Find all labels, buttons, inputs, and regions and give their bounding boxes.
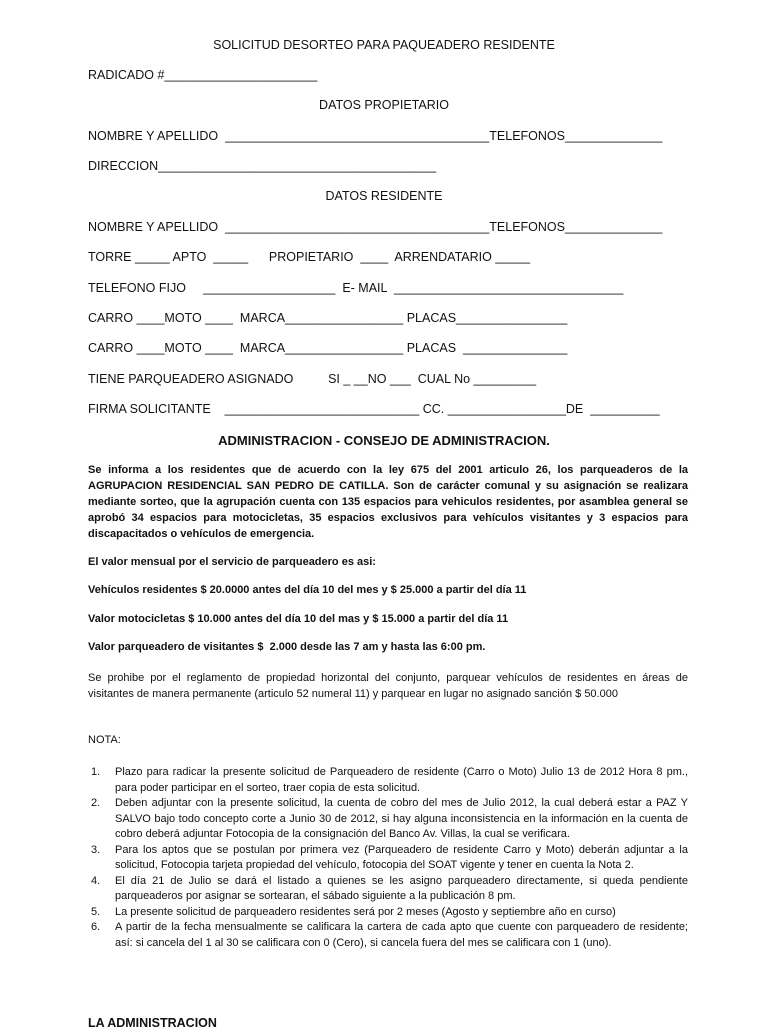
note-text: Para los aptos que se postulan por primera vez (Parqueadero de residente Carro y Moto) deberán adjuntar a la solicitud, Fotocopia tarjeta propiedad del vehículo, fotocopia del SOAT vigente y tener en cuenta la Nota 2. (115, 843, 688, 871)
phone-email-field: TELEFONO FIJO ___________________ E- MAIL _________________________________ (88, 281, 624, 295)
fee-vehicles: Vehículos residentes $ 20.0000 antes del día 10 del mes y $ 25.000 a partir del día 11 (88, 584, 527, 596)
document-title: SOLICITUD DESORTEO PARA PAQUEADERO RESIDENTE (213, 38, 555, 52)
owner-address-field: DIRECCION________________________________________ (88, 159, 437, 173)
note-text: Plazo para radicar la presente solicitud de Parqueadero de residente (Carro o Moto) Julio 13 de 2012 Hora 8 pm., para poder participar en el sorteo, traer copia de esta solicitud. (115, 766, 688, 794)
assigned-parking-field: TIENE PARQUEADERO ASIGNADO SI _ __NO ___ CUAL No _________ (88, 372, 537, 386)
signature-field: FIRMA SOLICITANTE ____________________________ CC. _________________DE __________ (88, 402, 660, 416)
section-heading-resident: DATOS RESIDENTE (325, 189, 443, 203)
vehicle-field-2: CARRO ____MOTO ____ MARCA_________________ PLACAS _______________ (88, 341, 568, 355)
info-paragraph: Se informa a los residentes que de acuerdo con la ley 675 del 2001 articulo 26, los parqueaderos de la AGRUPACION RESIDENCIAL SAN PEDRO DE CATILLA. Son de carácter comunal y su asignación se realizara mediante sorteo, que la agrupación cuenta con 135 espacios para vehiculos residentes, por asamblea general se aprobó 34 espacios para motocicletas, 35 espacios exclusivos para vehículos visitantes y 3 espacios para discapacitados o vehículos de emergencia. (88, 464, 688, 540)
note-item (88, 796, 688, 843)
note-number: 1. (91, 766, 101, 778)
note-text: La presente solicitud de parqueadero residentes será por 2 meses (Agosto y septiembre año en curso) (115, 905, 616, 918)
note-item (88, 920, 688, 951)
note-number: 2. (91, 797, 101, 809)
note-text: Deben adjuntar con la presente solicitud, la cuenta de cobro del mes de Julio 2012, la cual deberá estar a PAZ Y SALVO bajo todo concepto corte a Junio 30 de 2012, si hay alguna inconsistencia en la información en la cuenta de cobro deberá adjuntar Fotocopia de la consignación del Banco Av. Villas, la cual se verificara. (115, 797, 688, 840)
section-heading-owner: DATOS PROPIETARIO (319, 98, 449, 112)
admin-heading: ADMINISTRACION - CONSEJO DE ADMINISTRACION. (218, 433, 550, 448)
note-item (88, 765, 688, 796)
note-item (88, 905, 688, 921)
note-number: 5. (91, 905, 101, 918)
prohibition-paragraph: Se prohibe por el reglamento de propiedad horizontal del conjunto, parquear vehículos de residentes en áreas de visitantes de manera permanente (articulo 52 numeral 11) y parquear en lugar no asignado sanción $ 50.000 (88, 672, 688, 700)
note-item (88, 843, 688, 874)
fee-visitors: Valor parqueadero de visitantes $ 2.000 desde las 7 am y hasta las 6:00 pm. (88, 641, 486, 653)
owner-name-field: NOMBRE Y APELLIDO ______________________________________TELEFONOS______________ (88, 129, 663, 143)
note-number: 4. (91, 874, 101, 887)
fee-intro: El valor mensual por el servicio de parqueadero es asi: (88, 556, 376, 568)
note-number: 3. (91, 843, 101, 856)
nota-label: NOTA: (88, 734, 121, 746)
note-text: El día 21 de Julio se dará el listado a quienes se les asigno parqueadero directamente, si queda pendiente parqueaderos por asignar se sortearan, el sábado siguiente a la publicación 8 pm. (115, 874, 688, 902)
note-number: 6. (91, 921, 101, 933)
torre-apto-field: TORRE _____ APTO _____ PROPIETARIO ____ ARRENDATARIO _____ (88, 250, 531, 264)
footer-signature: LA ADMINISTRACION (88, 1016, 217, 1030)
vehicle-field-1: CARRO ____MOTO ____ MARCA_________________ PLACAS________________ (88, 311, 568, 325)
notes-list (88, 765, 688, 951)
fee-motorcycles: Valor motocicletas $ 10.000 antes del día 10 del mas y $ 15.000 a partir del día 11 (88, 613, 509, 625)
radicado-field: RADICADO #______________________ (88, 68, 318, 82)
note-text: A partir de la fecha mensualmente se calificara la cartera de cada apto que cuente con parqueadero de residente; así: si cancela del 1 al 30 se calificara con 0 (Cero), si cancela fuera del mes se calificara con 1 (uno). (115, 921, 688, 949)
resident-name-field: NOMBRE Y APELLIDO ______________________________________TELEFONOS______________ (88, 220, 663, 234)
note-item (88, 874, 688, 905)
